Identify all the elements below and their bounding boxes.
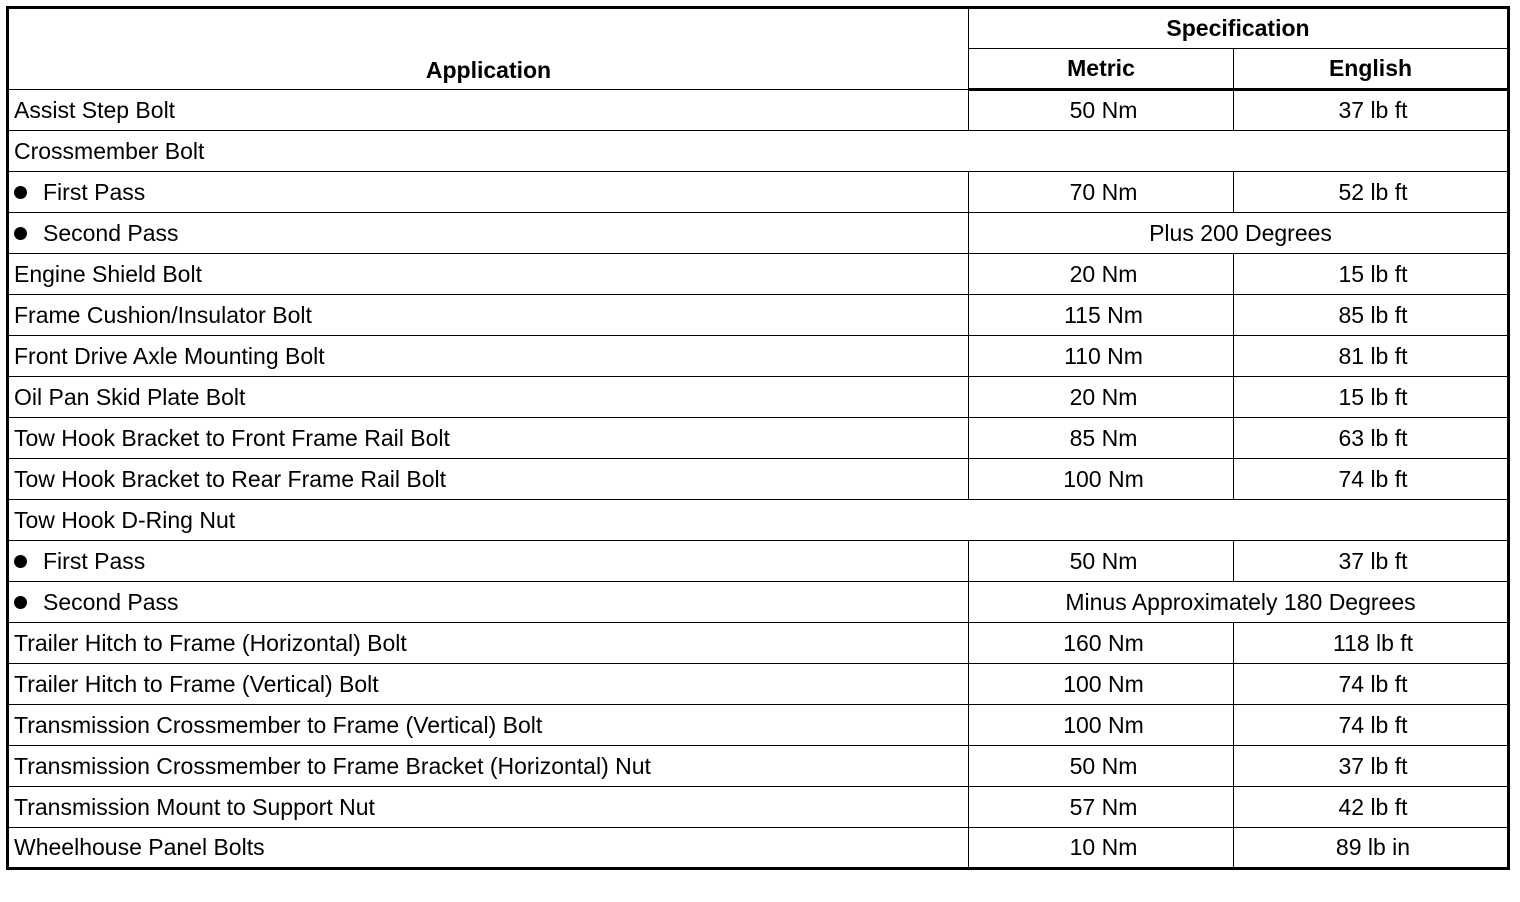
column-header-english: English	[1234, 49, 1509, 90]
table-row-sub	[8, 582, 1509, 623]
row-label: Crossmember Bolt	[8, 131, 1509, 172]
metric-value: 160 Nm	[969, 623, 1234, 664]
combined-value: Plus 200 Degrees	[969, 213, 1509, 254]
row-label: Second Pass	[43, 219, 179, 246]
english-value: 81 lb ft	[1234, 336, 1509, 377]
english-value: 89 lb in	[1234, 828, 1509, 869]
row-label: Transmission Mount to Support Nut	[8, 787, 969, 828]
row-label-cell	[8, 582, 969, 623]
table-row	[8, 418, 1509, 459]
column-header-metric: Metric	[969, 49, 1234, 90]
english-value: 15 lb ft	[1234, 377, 1509, 418]
english-value: 52 lb ft	[1234, 172, 1509, 213]
column-header-application: Application	[8, 8, 969, 90]
english-value: 74 lb ft	[1234, 664, 1509, 705]
row-label: Oil Pan Skid Plate Bolt	[8, 377, 969, 418]
english-value: 74 lb ft	[1234, 705, 1509, 746]
metric-value: 57 Nm	[969, 787, 1234, 828]
row-label: Front Drive Axle Mounting Bolt	[8, 336, 969, 377]
table-row	[8, 90, 1509, 131]
english-value: 85 lb ft	[1234, 295, 1509, 336]
row-label: Transmission Crossmember to Frame (Vertical) Bolt	[8, 705, 969, 746]
english-value: 74 lb ft	[1234, 459, 1509, 500]
row-label-cell	[8, 172, 969, 213]
row-label: Frame Cushion/Insulator Bolt	[8, 295, 969, 336]
metric-value: 100 Nm	[969, 705, 1234, 746]
english-value: 15 lb ft	[1234, 254, 1509, 295]
english-value: 118 lb ft	[1234, 623, 1509, 664]
row-label: Assist Step Bolt	[8, 90, 969, 131]
english-value: 63 lb ft	[1234, 418, 1509, 459]
bullet-icon	[14, 555, 27, 568]
metric-value: 115 Nm	[969, 295, 1234, 336]
row-label: Tow Hook Bracket to Front Frame Rail Bolt	[8, 418, 969, 459]
metric-value: 20 Nm	[969, 254, 1234, 295]
english-value: 37 lb ft	[1234, 541, 1509, 582]
metric-value: 50 Nm	[969, 90, 1234, 131]
header-row-top	[8, 8, 1509, 49]
row-label: Engine Shield Bolt	[8, 254, 969, 295]
metric-value: 50 Nm	[969, 746, 1234, 787]
row-label: Transmission Crossmember to Frame Bracket (Horizontal) Nut	[8, 746, 969, 787]
row-label: Trailer Hitch to Frame (Vertical) Bolt	[8, 664, 969, 705]
english-value: 42 lb ft	[1234, 787, 1509, 828]
table-row	[8, 664, 1509, 705]
metric-value: 110 Nm	[969, 336, 1234, 377]
row-label: First Pass	[43, 178, 146, 205]
table-row-group	[8, 131, 1509, 172]
table-row	[8, 377, 1509, 418]
metric-value: 100 Nm	[969, 459, 1234, 500]
row-label: Second Pass	[43, 588, 179, 615]
column-header-specification: Specification	[969, 8, 1509, 49]
table-row	[8, 254, 1509, 295]
row-label: Wheelhouse Panel Bolts	[8, 828, 969, 869]
table-row	[8, 623, 1509, 664]
table-row	[8, 746, 1509, 787]
table-row-sub	[8, 541, 1509, 582]
bullet-icon	[14, 186, 27, 199]
table-row-group	[8, 500, 1509, 541]
metric-value: 10 Nm	[969, 828, 1234, 869]
metric-value: 70 Nm	[969, 172, 1234, 213]
english-value: 37 lb ft	[1234, 746, 1509, 787]
english-value: 37 lb ft	[1234, 90, 1509, 131]
table-row	[8, 705, 1509, 746]
bullet-icon	[14, 227, 27, 240]
metric-value: 20 Nm	[969, 377, 1234, 418]
row-label-cell	[8, 213, 969, 254]
metric-value: 50 Nm	[969, 541, 1234, 582]
bullet-icon	[14, 596, 27, 609]
table-row	[8, 459, 1509, 500]
torque-spec-table	[6, 6, 1510, 870]
row-label: Tow Hook D-Ring Nut	[8, 500, 1509, 541]
table-row	[8, 295, 1509, 336]
row-label-cell	[8, 541, 969, 582]
table-row-sub	[8, 213, 1509, 254]
row-label: Tow Hook Bracket to Rear Frame Rail Bolt	[8, 459, 969, 500]
row-label: First Pass	[43, 547, 146, 574]
metric-value: 85 Nm	[969, 418, 1234, 459]
table-row	[8, 336, 1509, 377]
table-row-sub	[8, 172, 1509, 213]
table-row	[8, 787, 1509, 828]
table-row	[8, 828, 1509, 869]
row-label: Trailer Hitch to Frame (Horizontal) Bolt	[8, 623, 969, 664]
metric-value: 100 Nm	[969, 664, 1234, 705]
combined-value: Minus Approximately 180 Degrees	[969, 582, 1509, 623]
